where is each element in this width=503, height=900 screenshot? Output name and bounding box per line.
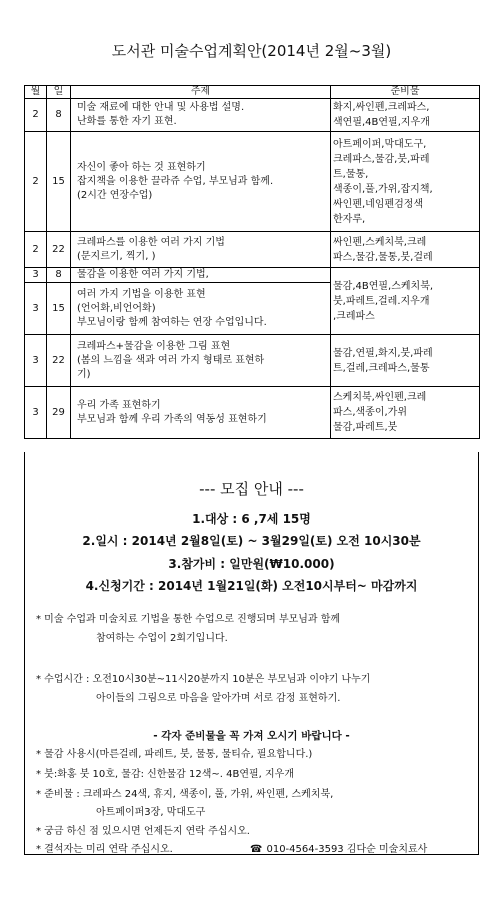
supplies-line: 물감,4B연필,스케치북,	[333, 280, 434, 292]
day-cell: 8	[47, 268, 71, 283]
header-day: 일	[47, 86, 71, 99]
supplies-line: 트,걸레,크레파스,물통	[333, 362, 430, 374]
supplies-line: 색종이,풀,가위,잡지책,	[333, 183, 433, 195]
absence-note: * 결석자는 미리 연락 주십시오.	[36, 844, 173, 855]
topic-line: 크레파스를 이용한 여러 가지 기법	[77, 236, 225, 248]
header-month: 월	[25, 86, 47, 99]
table-row	[25, 335, 480, 387]
supplies-line: 붓,파레트,걸레.지우개	[333, 295, 430, 307]
contact-text: 010-4564-3593 김다순 미술치료사	[266, 844, 428, 855]
topic-line: (봄의 느낌을 색과 여러 가지 형태로 표현하	[77, 354, 265, 366]
recruit-target: 1.대상 : 6 ,7세 15명	[192, 512, 311, 526]
supplies-line: 물감,연필,화지,붓,파레	[333, 347, 433, 359]
day-cell: 15	[47, 132, 71, 232]
table-row	[25, 232, 480, 268]
topic-line: (언어화,비언어화)	[77, 302, 156, 314]
supplies-line: 화지,싸인펜,크레파스,	[333, 102, 430, 113]
month-cell: 3	[25, 268, 47, 283]
recruit-schedule: 2.일시 : 2014년 2월8일(토) ~ 3월29일(토) 오전 10시30분	[82, 534, 421, 548]
telephone-icon: ☎	[250, 844, 263, 855]
day-cell: 8	[47, 99, 71, 132]
table-row	[25, 99, 480, 132]
supplies-line: 파스,물감,물통,붓,걸레	[333, 251, 433, 263]
note-text: 참여하는 수업이 2회기입니다.	[96, 633, 228, 644]
recruit-fee: 3.참가비 : 일만원(₩10.000)	[168, 557, 335, 571]
supplies-line: 트,물통,	[333, 168, 369, 180]
supplies-line: ,크레파스	[333, 310, 375, 322]
supplies-cell	[331, 99, 480, 132]
topic-line: 부모님과 함께 우리 가족의 역동성 표현하기	[77, 413, 267, 425]
day-cell: 29	[47, 387, 71, 439]
bring-supplies-heading: - 각자 준비물을 꼭 가져 오시기 바랍니다 -	[153, 730, 350, 742]
month-cell: 3	[25, 387, 47, 439]
supplies-line: 아트페이퍼,막대도구,	[333, 138, 427, 150]
month-cell: 2	[25, 99, 47, 132]
supplies-line: 스케치북,싸인펜,크레	[333, 392, 427, 403]
month-cell: 2	[25, 232, 47, 268]
note-text: 아이들의 그림으로 마음을 알아가며 서로 감정 표현하기.	[96, 693, 341, 704]
topic-cell	[71, 99, 331, 132]
supplies-line: 색연필,4B연필,지우개	[333, 117, 430, 128]
supplies-line: 싸인펜,스케치북,크레	[333, 236, 427, 248]
topic-line: 물감을 이용한 여러 가지 기법,	[77, 269, 209, 280]
supplies-cell	[331, 232, 480, 268]
topic-line: 우리 가족 표현하기	[77, 399, 161, 411]
recruit-period: 4.신청기간 : 2014년 1월21일(화) 오전10시부터~ 마감까지	[85, 579, 418, 593]
bullet-item: 아트페이퍼3장, 막대도구	[96, 807, 206, 818]
supplies-cell	[331, 387, 480, 439]
lesson-plan-table	[24, 85, 480, 439]
month-cell: 2	[25, 132, 47, 232]
month-cell: 3	[25, 335, 47, 387]
month-cell: 3	[25, 283, 47, 335]
topic-cell	[71, 268, 331, 283]
bullet-item: * 물감 사용시(마른걸레, 파레트, 붓, 물통, 물티슈, 필요합니다.)	[36, 749, 313, 760]
day-cell: 15	[47, 283, 71, 335]
topic-line: (문지르기, 찍기, )	[77, 250, 156, 262]
supplies-line: 한자루,	[333, 213, 366, 225]
day-cell: 22	[47, 335, 71, 387]
day-cell: 22	[47, 232, 71, 268]
page-title: 도서관 미술수업계획안(2014년 2월~3월)	[111, 42, 392, 60]
topic-line: 부모님이랑 함께 참여하는 연장 수업입니다.	[77, 316, 267, 328]
note-text: * 미술 수업과 미술치료 기법을 통한 수업으로 진행되며 부모님과 함께	[36, 614, 341, 625]
supplies-cell	[331, 268, 480, 335]
topic-line: 잡지책을 이용한 끌라쥬 수업, 부모님과 함께.	[77, 175, 274, 187]
supplies-cell	[331, 335, 480, 387]
topic-cell	[71, 283, 331, 335]
header-topic: 주제	[71, 86, 331, 99]
topic-cell	[71, 132, 331, 232]
supplies-cell	[331, 132, 480, 232]
topic-cell	[71, 387, 331, 439]
supplies-line: 크레파스,물감,붓,파레	[333, 153, 430, 165]
bullet-item: * 붓:화홍 붓 10호, 물감: 신한물감 12색~. 4B연필, 지우개	[36, 769, 294, 780]
recruit-heading: --- 모집 안내 ---	[199, 480, 304, 498]
topic-cell	[71, 232, 331, 268]
topic-line: 난화를 통한 자기 표현.	[77, 116, 177, 127]
topic-line: 크레파스+물감을 이용한 그림 표현	[77, 340, 231, 352]
table-row	[25, 268, 480, 283]
topic-line: 자신이 좋아 하는 것 표현하기	[77, 161, 206, 173]
table-header-row	[25, 86, 480, 99]
bullet-item: * 궁금 하신 점 있으시면 언제든지 연락 주십시오.	[36, 826, 250, 837]
note-text: * 수업시간 : 오전10시30분~11시20분까지 10분은 부모님과 이야기 나누기	[36, 674, 371, 685]
topic-line: (2시간 연장수업)	[77, 189, 153, 201]
header-supplies: 준비물	[331, 86, 480, 99]
supplies-line: 싸인펜,네임펜검정색	[333, 198, 424, 210]
topic-line: 여러 가지 기법을 이용한 표현	[77, 288, 206, 300]
bullet-item: * 준비물 : 크레파스 24색, 휴지, 색종이, 풀, 가위, 싸인펜, 스케치북,	[36, 789, 334, 800]
contact-info	[250, 843, 427, 857]
topic-line: 미술 재료에 대한 안내 및 사용법 설명.	[77, 102, 245, 113]
topic-cell	[71, 335, 331, 387]
supplies-line: 파스,색종이,가위	[333, 407, 407, 418]
supplies-line: 물감,파레트,붓	[333, 422, 398, 433]
topic-line: 기)	[77, 368, 91, 380]
table-row	[25, 132, 480, 232]
table-row	[25, 387, 480, 439]
